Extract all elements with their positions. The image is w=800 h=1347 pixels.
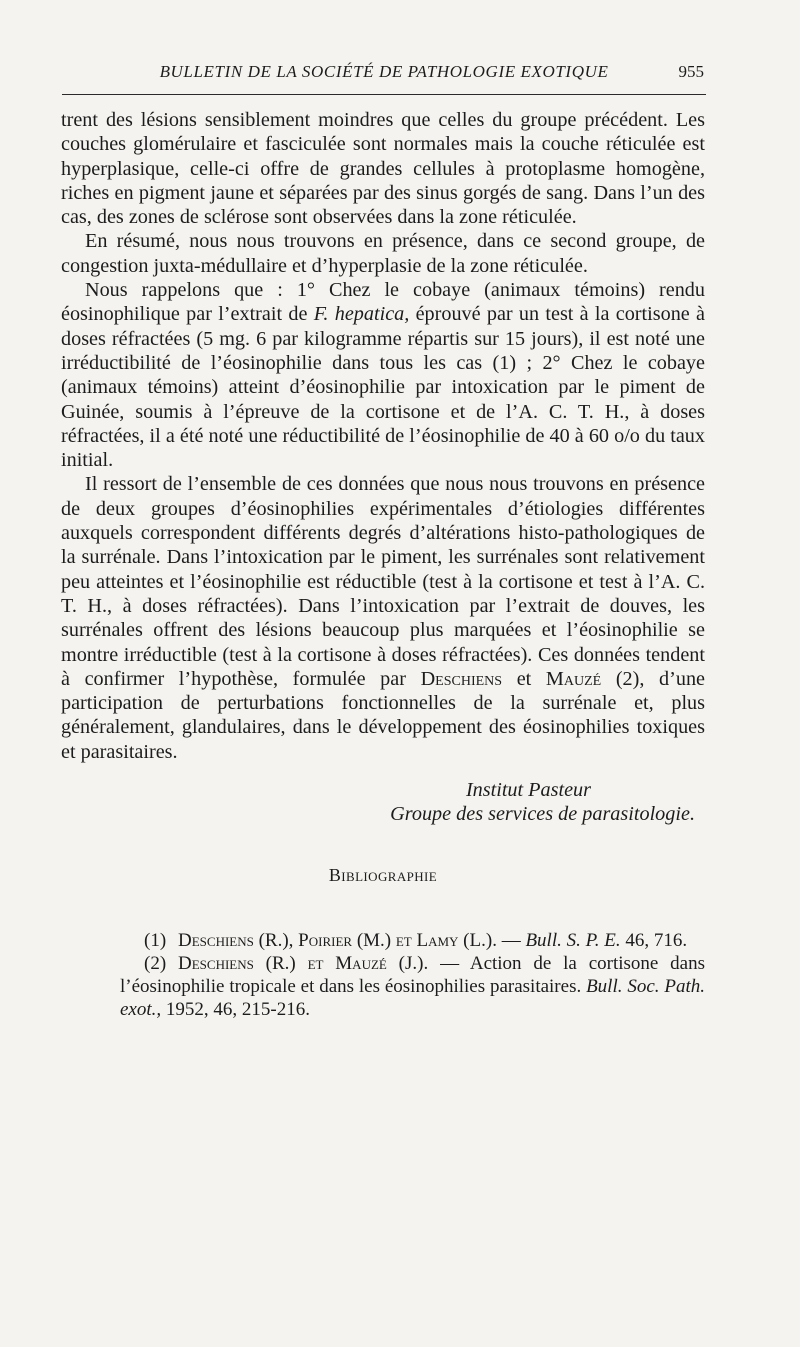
reference-authors: Deschiens (R.) et Mauzé (J.). [178,952,429,974]
paragraph-4-text-b: (2), d’une participation de perturbations fonctionnelles de la surrénale et, plus généralement, glandulaires, dans le développement des éosinophilies toxiques et parasitaires. [61,667,705,763]
species-name: F. hepatica, [313,303,410,326]
paragraph-4-text-a: Il ressort de l’ensemble de ces données que nous nous trouvons en présence de deux groupes d’éosinophilies expérimentales d’étiologies différentes auxquels correspondent différents degrés d’altérations histo-pathologiques de la surrénale. Dans l’intoxication par le piment, les surrénales sont relativement peu atteintes et l’éosinophilie est réductible (test à la cortisone et test à l’A. C. T. H., à doses réfractées). Dans l’intoxication par l’extrait de douves, les surrénales offrent des lésions beaucoup plus marquées et l’éosinophilie se montre irréductible (test à la cortisone à doses réfractées). Ces données tendent à confirmer l’hypothèse, formulée par [61,473,705,690]
paragraph-recall [61,278,705,472]
paragraph-summary [61,229,705,278]
author-name: Deschiens [420,667,503,690]
affiliation-signature [61,778,705,827]
reference-details: 46, 716. [620,929,688,951]
reference-journal: Bull. S. P. E. [525,929,621,951]
institution-name: Institut Pasteur [465,779,591,802]
reference-details: 1952, 46, 215-216. [161,998,310,1020]
paragraph-conclusion [61,472,705,764]
reference-journal: Bull. Soc. Path. exot., [120,975,706,1020]
reference-title: — Action de la cortisone dans l’éosinophilie tropicale et dans les éosinophilies parasitaires. [120,952,706,997]
reference-item [61,952,705,1021]
reference-number: (1) [144,929,167,951]
page-header [62,58,706,95]
bibliography-heading: Bibliographie [328,864,438,885]
page-number: 955 [678,62,704,81]
paragraph-3-text-b: éprouvé par un test à la cortisone à doses réfractées (5 mg. 6 par kilogramme répartis sur 15 jours), il est noté une irréductibilité de l’éosinophilie dans tous les cas (1) ; 2° Chez le cobaye (animaux témoins) atteint d’éosinophilie par intoxication par le piment de Guinée, soumis à l’épreuve de la cortisone et de l’A. C. T. H., à doses réfractées, il a été noté une réductibilité de l’éosinophilie de 40 à 60 o/o du taux initial. [61,303,705,472]
author-name: Mauzé [545,667,602,690]
paragraph-continued [61,108,705,229]
reference-list [61,929,705,1021]
paragraph-2-text: En résumé, nous nous trouvons en présence, dans ce second groupe, de congestion juxta-médullaire et d’hyperplasie de la zone réticulée. [61,230,705,277]
department-name: Groupe des services de parasitologie. [390,803,695,826]
running-title: BULLETIN DE LA SOCIÉTÉ DE PATHOLOGIE EXOTIQUE [159,62,609,81]
reference-item [61,929,705,952]
reference-dash: — [496,929,526,951]
conjunction: et [502,667,546,690]
paragraph-3-text-a: Nous rappelons que : 1° Chez le cobaye (animaux témoins) rendu éosinophilique par l’extrait de [61,279,705,326]
reference-number: (2) [144,952,167,974]
reference-authors: Deschiens (R.), Poirier (M.) et Lamy (L.). [178,929,497,951]
paragraph-1-text: trent des lésions sensiblement moindres que celles du groupe précédent. Les couches glomérulaire et fasciculée sont normales mais la couche réticulée est hyperplasique, celle-ci offre de grandes cellules à protoplasme homogène, riches en pigment jaune et séparées par des sinus gorgés de sang. Dans l’un des cas, des zones de sclérose sont observées dans la zone réticulée. [61,109,705,229]
article-body [61,108,705,1021]
